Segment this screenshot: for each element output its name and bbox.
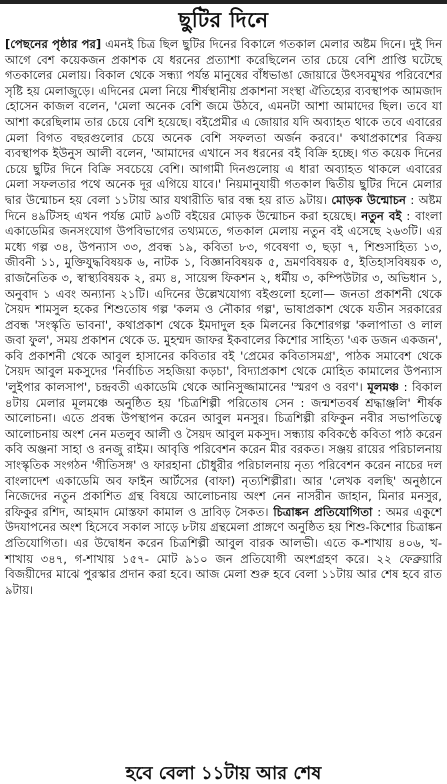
main-stage-text: : বিকাল ৪টায় মেলার মূলমঞ্চে অনুষ্ঠিত হয় 'চিত্রশিল্পী পরিতোষ সেন : জন্মশতবর্ষ শ্রদ্ধাঞ্জলি' শীর্ষক আলোচনা। এতে প্রবন্ধ উপস্থাপন করেন আবুল মনসুর। চিত্রশিল্পী রফিকুন নবীর সভাপতিত্বে আলোচনায় অংশ নেন মতলুব আলী ও সৈয়দ আবুল মকসুদ। সন্ধ্যায় কবিকণ্ঠে কবিতা পাঠ করেন কবি অঞ্জনা সাহা ও রনজু রাইম। আবৃত্তি পরিবেশন করেন মীর বরকত। সঞ্জয় রায়ের পরিচালনায় সাংস্কৃতিক সংগঠন 'গীতিসঙ্গ' ও ফারহানা চৌধুরীর পরিচালনায় নৃত্য পরিবেশন করেন নাচের দল বাংলাদেশ একাডেমি অব ফাইন আর্টসের (বাফা) নৃত্যশিল্পীরা। আর 'লেখক বলছি' অনুষ্ঠানে নিজেদের নতুন প্রকাশিত গ্রন্থ বিষয়ে আলোচনায় অংশ নেন নাসরীন জাহান, মিনার মনসুর, রফিকুর রশিদ, আহমাদ মোস্তফা কামাল ও দ্রাবিড় সৈকত। (5, 380, 442, 519)
next-article-headline-fragment: হবে বেলা ১১টায় আর শেষ (125, 763, 322, 784)
main-stage-heading: মূলমঞ্চ (367, 380, 400, 395)
drawing-competition-text: : অমর একুশে উদযাপনের অংশ হিসেবে সকাল সাড়ে ৮টায় গ্রন্থমেলা প্রাঙ্গণে অনুষ্ঠিত হয় শিশু-কিশোর চিত্রাঙ্কন প্রতিযোগিতা। এর উদ্বোধন করেন চিত্রশিল্পী আবুল বারক আলভী। এতে ক-শাখায় ৪০৬, খ-শাখায় ৩৪৭, গ-শাখায় ১৫৭- মোট ৯১০ জন প্রতিযোগী অংশগ্রহণ করে। ২২ ফেব্রুয়ারি বিজয়ীদের মাঝে পুরস্কার প্রদান করা হবে। আজ মেলা শুরু হবে বেলা ১১টায় আর শেষ হবে রাত ৯টায়। (5, 504, 442, 597)
article-body (5, 37, 442, 598)
cover-unveiling-text: : অষ্টম দিনে ৪৯টিসহ এখন পর্যন্ত মোট ৯৩টি বইয়ের মোড়ক উন্মোচন করা হয়েছে। (5, 192, 442, 223)
drawing-competition-heading: চিত্রাঙ্কন প্রতিযোগিতা (273, 504, 373, 519)
new-books-heading: নতুন বই (361, 208, 402, 223)
article-headline: ছুটির দিনে (178, 7, 269, 32)
article-paragraph-intro (5, 37, 442, 598)
top-divider (0, 0, 447, 4)
intro-text: এমনই চিত্র ছিল ছুটির দিনের বিকালে গতকাল মেলার অষ্টম দিনে। দুই দিন আগে বেশ কয়েকজন প্রকাশক যে ধরনের প্রত্যাশা করেছিলেন তার চেয়ে বেশি প্রাপ্তি ঘটেছে গতকালের মেলায়। বিকাল থেকে সন্ধ্যা পর্যন্ত মানুষের বাঁধভাঙা জোয়ারে উৎসবমুখর পরিবেশের সৃষ্টি হয় মেলাজুড়ে। এদিনের মেলা নিয়ে শীর্ষস্থানীয় প্রকাশনা সংস্থা ঐতিহ্যের ব্যবস্থাপক আমজাদ হোসেন কাজল বলেন, 'মেলা অনেক বেশি জমে উঠবে, এমনটা আশা আমাদের ছিল। তবে যা আশা করেছিলাম তার চেয়ে বেশি হয়েছে। বইপ্রেমীর এ জোয়ার যদি অব্যাহত থাকে তবে এবারের মেলা বিগত বছরগুলোর চেয়ে অনেক বেশি সফলতা অর্জন করবে।' কথাপ্রকাশের বিক্রয় ব্যবস্থাপক ইউনুস আলী বলেন, 'আমাদের এখানে সব ধরনের বই বিক্রি হচ্ছে। গত কয়েক দিনের চেয়ে ছুটির দিনে বিক্রি সবচেয়ে বেশি। আগামী দিনগুলোয় এ ধারা অব্যাহত থাকলে এবারের মেলা সফলতার পথে অনেক দূর এগিয়ে যাবে।' নিয়মানুযায়ী গতকাল দ্বিতীয় ছুটির দিনে মেলার দ্বার উন্মোচন হয় বেলা ১১টায় আর যথারীতি দ্বার বন্ধ হয় রাত ৯টায়। (5, 37, 442, 207)
new-books-text: : বাংলা একাডেমির জনসংযোগ উপবিভাগের তথ্যমতে, গতকাল মেলায় নতুন বই এসেছে ২৬৩টি। এর মধ্যে গল্প ৩৪, উপন্যাস ৩৩, প্রবন্ধ ১৯, কবিতা ৮৩, গবেষণা ৩, ছড়া ৭, শিশুসাহিত্য ১৩, জীবনী ১১, মুক্তিযুদ্ধবিষয়ক ৬, নাটক ১, বিজ্ঞানবিষয়ক ৫, ভ্রমণবিষয়ক ৫, ইতিহাসবিষয়ক ৩, রাজনৈতিক ৩, স্বাস্থ্যবিষয়ক ২, রম্য ৪, সায়েন্স ফিকশন ২, ধর্মীয় ৩, কম্পিউটার ৩, অভিধান ১, অনুবাদ ১ এবং অন্যান্য ২১টি। এদিনের উল্লেখযোগ্য বইগুলো হলো— জনতা প্রকাশনী থেকে সৈয়দ শামসুল হকের শিশুতোষ গল্প 'কলম ও নৌকার গল্প', ভাষাপ্রকাশ থেকে যতীন সরকারের প্রবন্ধ 'সংস্কৃতি ভাবনা', কথাপ্রকাশ থেকে ইমদাদুল হক মিলনের কিশোরগল্প 'কলাপাতা ও লাল জবা ফুল', সময় প্রকাশন থেকে ড. মুহম্মদ জাফর ইকবালের কিশোর সাহিত্য 'এক ডজন একজন', কবি প্রকাশনী থেকে আবুল হাসানের কবিতার বই 'প্রেমের কবিতাসমগ্র', পাঠক সমাবেশ থেকে সৈয়দ আবুল মকসুদের 'নির্বাচিত সহজিয়া কড়চা', বিদ্যাপ্রকাশ থেকে মোহিত কামালের উপন্যাস 'লুইপার কালসাপ', চন্দ্রবতী একাডেমি থেকে আনিসুজ্জামানের 'স্মরণ ও বরণ'। (5, 208, 442, 395)
cover-unveiling-heading: মোড়ক উন্মোচন (331, 192, 406, 207)
continued-from-back-page-label: [পেছনের পৃষ্ঠার পর] (5, 37, 102, 51)
